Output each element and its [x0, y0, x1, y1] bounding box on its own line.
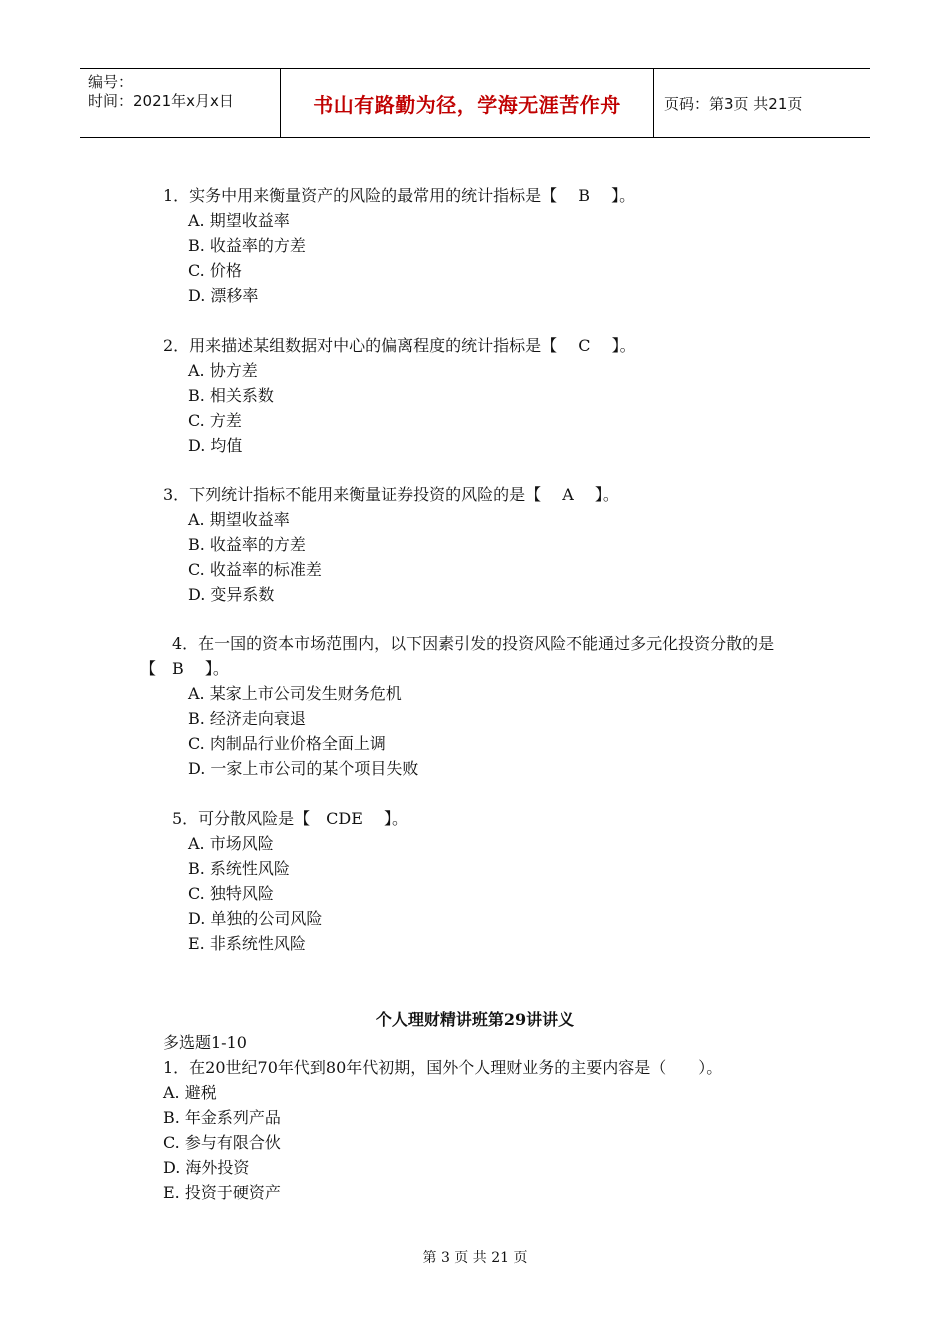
option: C. 独特风险 — [188, 884, 274, 903]
section-title: 个人理财精讲班第29讲讲义 — [375, 1010, 575, 1029]
option: D. 海外投资 — [163, 1158, 250, 1177]
option: C. 肉制品行业价格全面上调 — [188, 734, 386, 753]
question-stem: 1．实务中用来衡量资产的风险的最常用的统计指标是【 B 】。 — [163, 186, 636, 205]
option: C. 方差 — [188, 411, 242, 430]
option: B. 经济走向衰退 — [188, 709, 306, 728]
header-meta — [80, 69, 281, 137]
header-page-info: 页码：第3页 共21页 — [664, 94, 803, 113]
option: B. 系统性风险 — [188, 859, 290, 878]
option: E. 投资于硬资产 — [163, 1183, 281, 1202]
option: B. 年金系列产品 — [163, 1108, 281, 1127]
date-label: 时间：2021年x月x日 — [88, 92, 234, 110]
option: C. 价格 — [188, 261, 242, 280]
section-subtitle: 多选题1-10 — [163, 1033, 247, 1052]
option: A. 避税 — [163, 1083, 217, 1102]
option: B. 收益率的方差 — [188, 535, 306, 554]
option: B. 相关系数 — [188, 386, 274, 405]
question-stem: 1．在20世纪70年代到80年代初期，国外个人理财业务的主要内容是（ ）。 — [163, 1058, 723, 1077]
option: D. 单独的公司风险 — [188, 909, 323, 928]
question-stem-continued: 【 B 】。 — [140, 659, 229, 678]
motto-text: 书山有路勤为径，学海无涯苦作舟 — [313, 92, 621, 117]
page-footer: 第 3 页 共 21 页 — [422, 1250, 528, 1266]
option: D. 变异系数 — [188, 585, 275, 604]
option: A. 市场风险 — [188, 834, 274, 853]
option: C. 参与有限合伙 — [163, 1133, 281, 1152]
option: A. 期望收益率 — [188, 211, 290, 230]
option: A. 某家上市公司发生财务危机 — [188, 684, 402, 703]
option: A. 期望收益率 — [188, 510, 290, 529]
question-stem: 3．下列统计指标不能用来衡量证券投资的风险的是【 A 】。 — [163, 485, 619, 504]
header-motto — [281, 69, 654, 137]
option: D. 一家上市公司的某个项目失败 — [188, 759, 419, 778]
option: D. 均值 — [188, 436, 243, 455]
question-stem: 2．用来描述某组数据对中心的偏离程度的统计指标是【 C 】。 — [163, 336, 636, 355]
question-stem: 5．可分散风险是【 CDE 】。 — [172, 809, 409, 828]
number-label: 编号： — [88, 73, 134, 91]
question-stem: 4．在一国的资本市场范围内，以下因素引发的投资风险不能通过多元化投资分散的是 — [172, 634, 775, 653]
option: E. 非系统性风险 — [188, 934, 306, 953]
page-header — [80, 68, 870, 138]
option: C. 收益率的标准差 — [188, 560, 322, 579]
option: A. 协方差 — [188, 361, 258, 380]
option: D. 漂移率 — [188, 286, 259, 305]
option: B. 收益率的方差 — [188, 236, 306, 255]
